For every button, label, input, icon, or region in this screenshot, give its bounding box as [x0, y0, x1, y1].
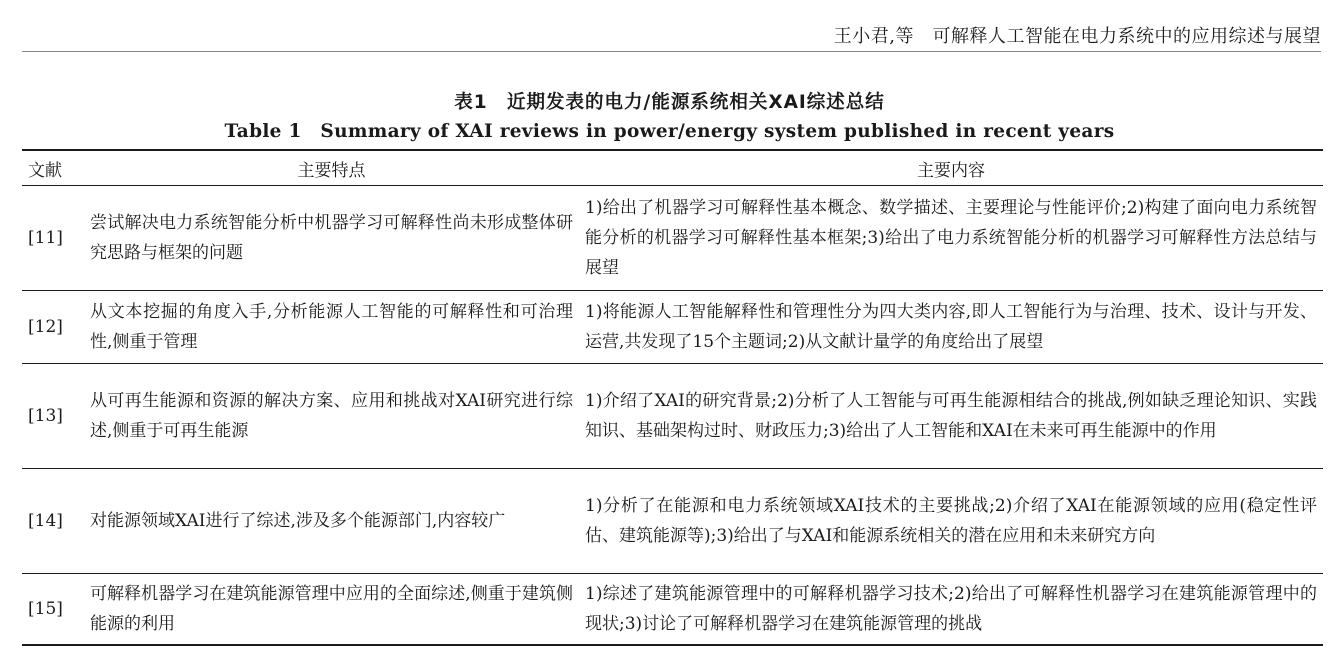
row-reference: [14]	[22, 469, 84, 574]
row-features: 可解释机器学习在建筑能源管理中应用的全面综述,侧重于建筑侧能源的利用	[90, 584, 573, 634]
row-features: 尝试解决电力系统智能分析中机器学习可解释性尚未形成整体研究思路与框架的问题	[84, 186, 579, 291]
header-rule	[22, 51, 1321, 52]
row-content: 1)将能源人工智能解释性和管理性分为四大类内容,即人工智能行为与治理、技术、设计与开发、运营,共发现了15个主题词;2)从文献计量学的角度给出了展望	[579, 291, 1323, 364]
row-features: 从可再生能源和资源的解决方案、应用和挑战对XAI研究进行综述,侧重于可再生能源	[84, 364, 579, 469]
table-row	[22, 574, 1323, 646]
table-row	[22, 364, 1323, 469]
table-caption-zh: 表1 近期发表的电力/能源系统相关XAI综述总结	[454, 92, 885, 113]
header-features: 主要特点	[84, 150, 579, 186]
table-row	[22, 186, 1323, 291]
row-reference: [13]	[22, 364, 84, 469]
row-features: 对能源领域XAI进行了综述,涉及多个能源部门,内容较广	[84, 469, 579, 574]
row-reference: [15]	[28, 599, 63, 619]
table-caption-en: Table 1 Summary of XAI reviews in power/energy system published in recent years	[224, 121, 1115, 142]
table-header-row	[22, 150, 1323, 186]
row-content: 1)给出了机器学习可解释性基本概念、数学描述、主要理论与性能评价;2)构建了面向电力系统智能分析的机器学习可解释性基本框架;3)给出了电力系统智能分析的机器学习可解释性方法总结与展望	[579, 186, 1323, 291]
header-reference: 文献	[22, 150, 84, 186]
header-content: 主要内容	[579, 150, 1323, 186]
table-row	[22, 291, 1323, 364]
row-reference: [12]	[22, 291, 84, 364]
row-features: 从文本挖掘的角度入手,分析能源人工智能的可解释性和可治理性,侧重于管理	[84, 291, 579, 364]
row-content: 1)介绍了XAI的研究背景;2)分析了人工智能与可再生能源相结合的挑战,例如缺乏理论知识、实践知识、基础架构过时、财政压力;3)给出了人工智能和XAI在未来可再生能源中的作用	[579, 364, 1323, 469]
xai-review-table	[22, 149, 1323, 646]
row-reference: [11]	[22, 186, 84, 291]
running-header: 王小君,等 可解释人工智能在电力系统中的应用综述与展望	[833, 26, 1321, 47]
table-row	[22, 469, 1323, 574]
row-content: 1)综述了建筑能源管理中的可解释机器学习技术;2)给出了可解释性机器学习在建筑能源管理中的现状;3)讨论了可解释机器学习在建筑能源管理的挑战	[585, 584, 1317, 634]
row-content: 1)分析了在能源和电力系统领域XAI技术的主要挑战;2)介绍了XAI在能源领域的应用(稳定性评估、建筑能源等);3)给出了与XAI和能源系统相关的潜在应用和未来研究方向	[579, 469, 1323, 574]
